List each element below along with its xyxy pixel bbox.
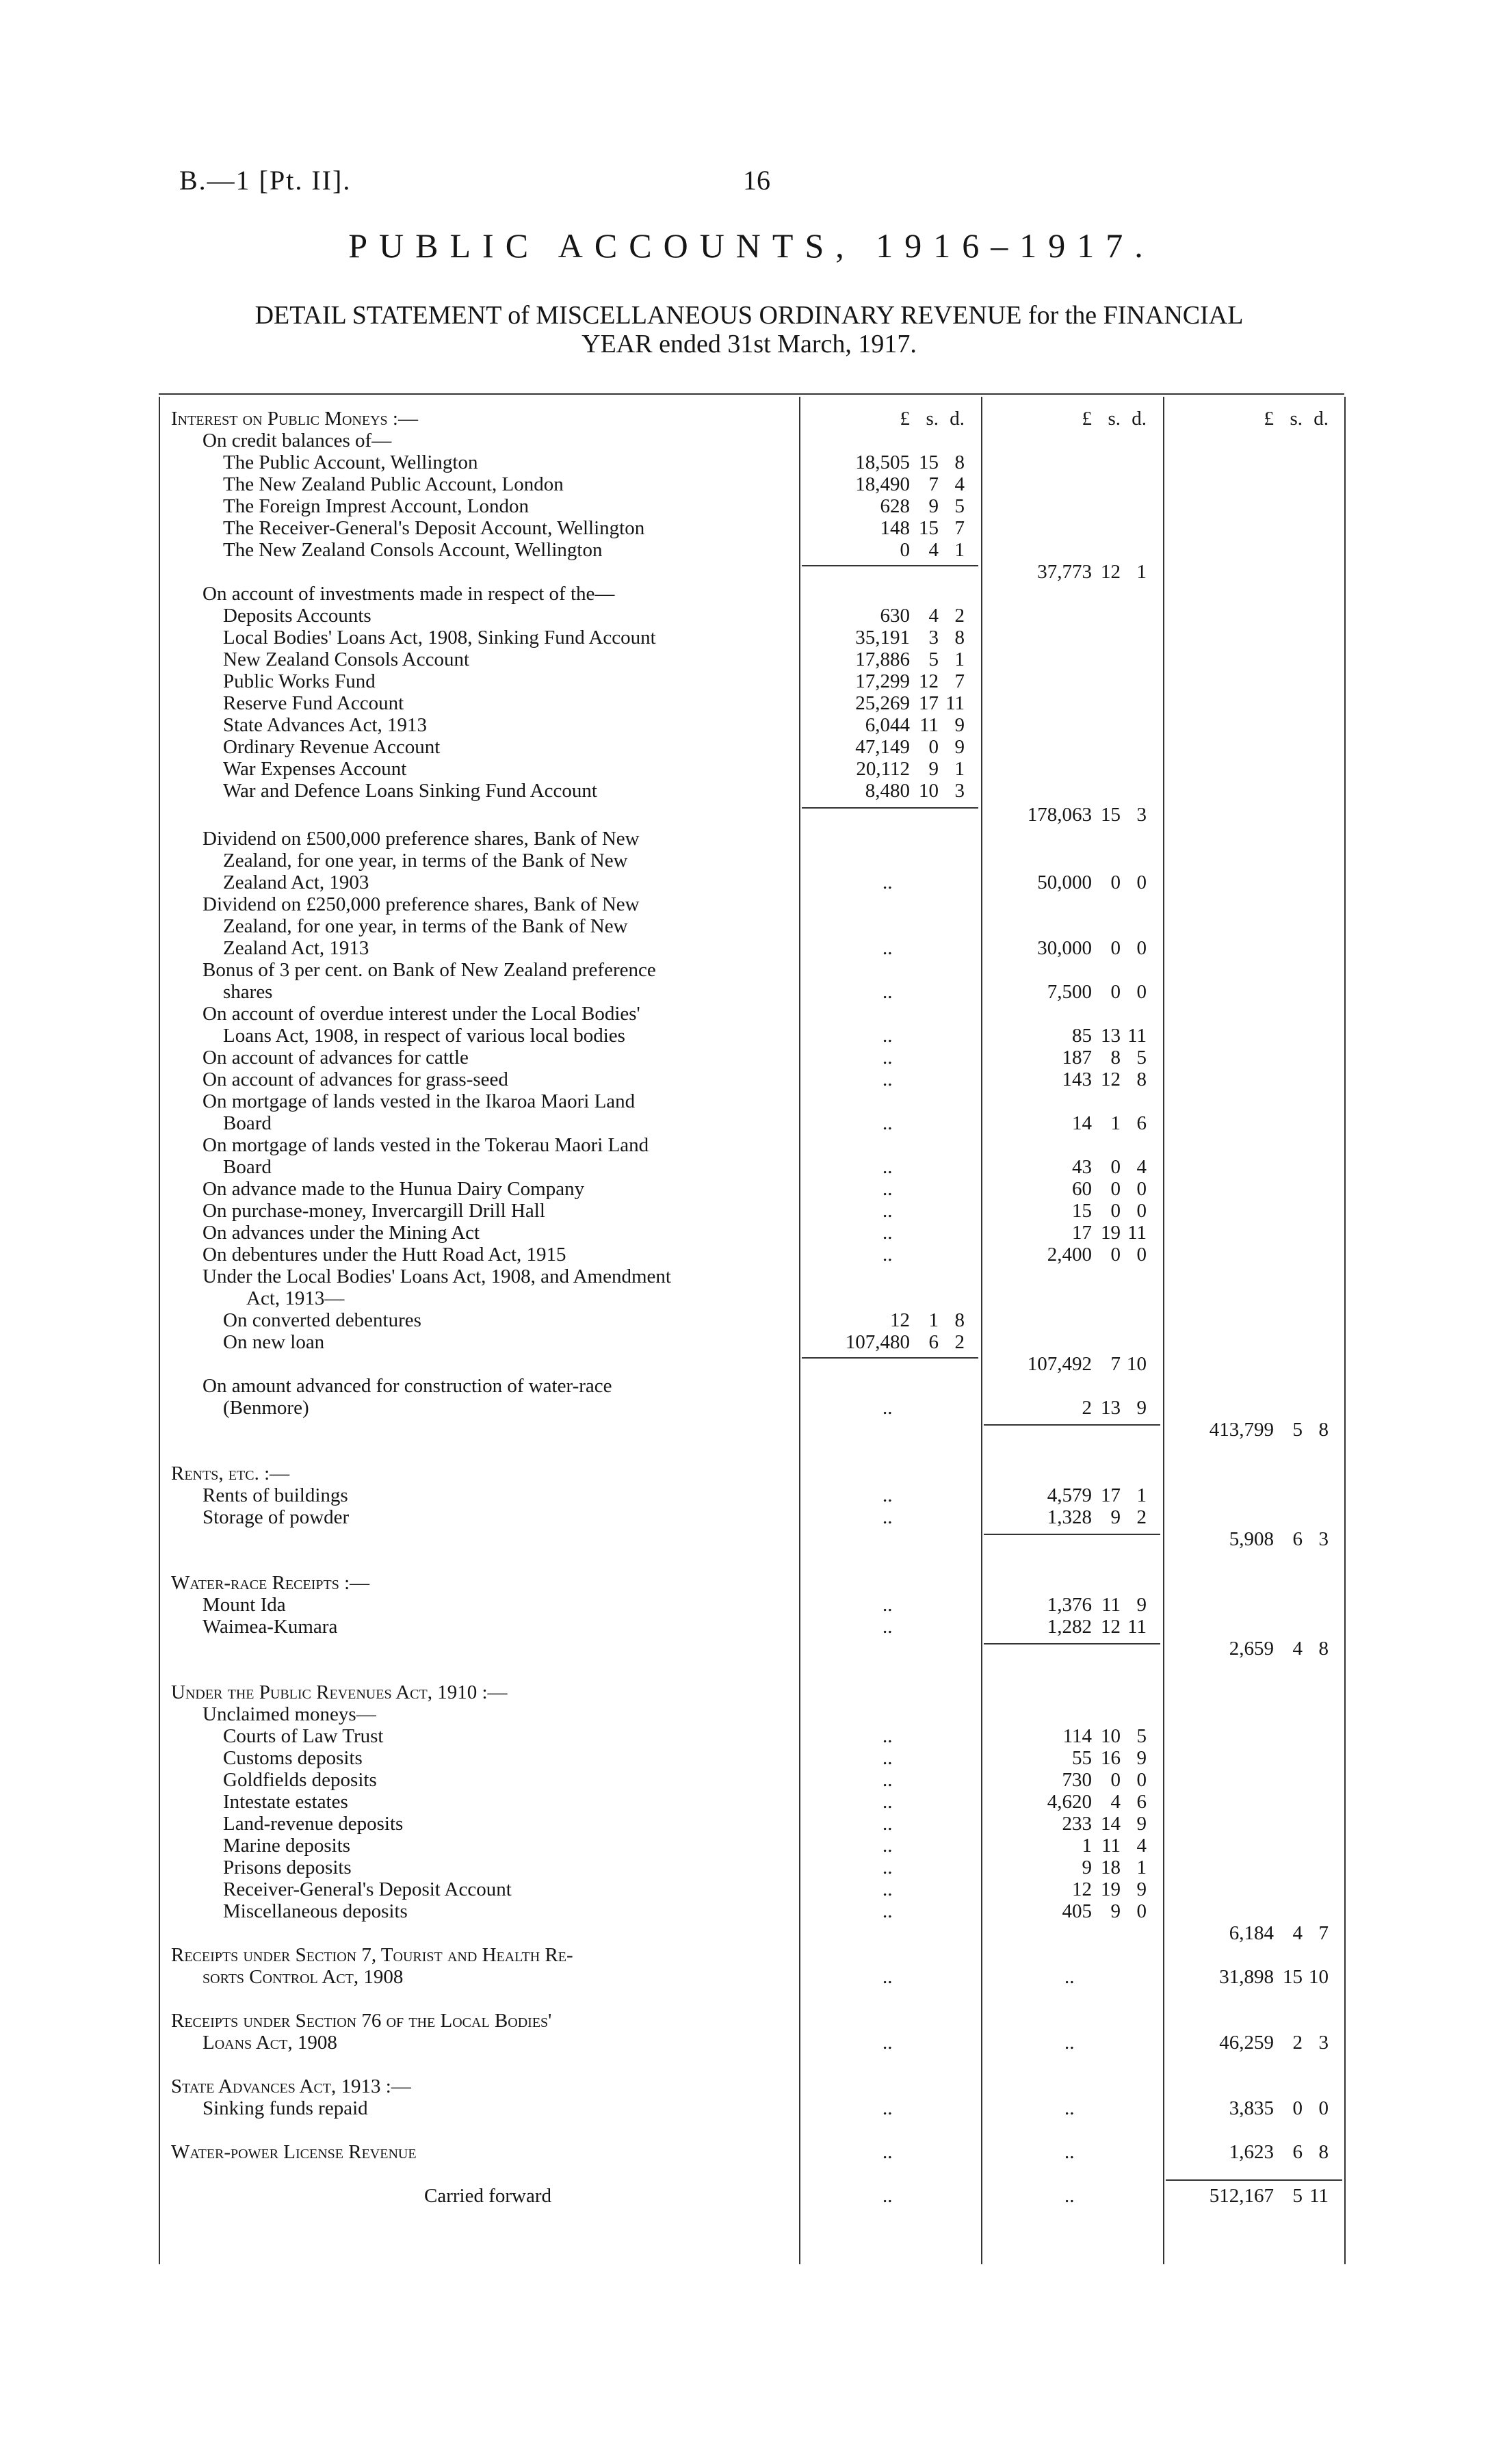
row-description: The New Zealand Consols Account, Wellington [223, 539, 603, 561]
amount-pence: 4 [1136, 1156, 1147, 1178]
amount-pence: 10 [1127, 1353, 1147, 1375]
amount-pounds: 178,063 [1027, 804, 1092, 826]
row-description: Marine deposits [223, 1835, 351, 1857]
empty-cell-leader: .. [883, 1025, 893, 1047]
amount-pounds: 233 [1062, 1813, 1092, 1835]
row-description: On account of investments made in respect of the— [202, 583, 615, 605]
amount-pounds: 35,191 [855, 627, 910, 648]
row-description: Goldfields deposits [223, 1769, 377, 1791]
amount-pence: 0 [1136, 871, 1147, 893]
row-description: (Benmore) [223, 1397, 309, 1419]
amount-pounds: 512,167 [1209, 2185, 1274, 2207]
empty-cell-leader: .. [883, 1747, 893, 1769]
amount-pence: 7 [954, 670, 965, 692]
amount-pounds: 17,886 [855, 648, 910, 670]
amount-shillings: 0 [1110, 1200, 1121, 1222]
amount-pence: 11 [1127, 1025, 1147, 1047]
amount-pounds: 47,149 [855, 736, 910, 758]
empty-cell-leader: .. [883, 1397, 893, 1419]
amount-pounds: 60 [1072, 1178, 1092, 1200]
amount-pence: 0 [1136, 1244, 1147, 1266]
amount-pence: 5 [1136, 1725, 1147, 1747]
empty-cell-leader: .. [1064, 2185, 1075, 2207]
empty-cell-leader: .. [883, 1791, 893, 1813]
amount-shillings: 19 [1101, 1222, 1121, 1244]
empty-cell-leader: .. [1064, 2032, 1075, 2054]
amount-pence: 3 [1136, 804, 1147, 826]
row-description: Storage of powder [202, 1506, 350, 1528]
amount-shillings: 17 [1101, 1484, 1121, 1506]
empty-cell-leader: .. [883, 1069, 893, 1090]
amount-shillings: 4 [1292, 1922, 1303, 1944]
row-description: Public Works Fund [223, 670, 376, 692]
amount-pounds: 413,799 [1209, 1419, 1274, 1441]
amount-shillings: 9 [1110, 1506, 1121, 1528]
empty-cell-leader: .. [883, 1966, 893, 1988]
amount-pounds: 15 [1072, 1200, 1092, 1222]
amount-shillings: 2 [1292, 2032, 1303, 2054]
amount-pence: 3 [1318, 2032, 1329, 2054]
amount-pounds: 18,505 [855, 451, 910, 473]
amount-shillings: 0 [1292, 2097, 1303, 2119]
empty-cell-leader: .. [883, 2032, 893, 2054]
amount-pence: 1 [954, 648, 965, 670]
amount-shillings: 6 [1292, 1528, 1303, 1550]
amount-shillings: 0 [1110, 871, 1121, 893]
col1-pence-heading: d. [950, 408, 965, 430]
row-description: Intestate estates [223, 1791, 348, 1813]
row-description: Ordinary Revenue Account [223, 736, 441, 758]
row-description: On mortgage of lands vested in the Ikaroa Maori Land [202, 1090, 636, 1112]
amount-shillings: 0 [1110, 1769, 1121, 1791]
amount-pounds: 4,579 [1047, 1484, 1092, 1506]
amount-pounds: 114 [1062, 1725, 1092, 1747]
amount-shillings: 13 [1101, 1397, 1121, 1419]
row-description: On advance made to the Hunua Dairy Company [202, 1178, 585, 1200]
amount-pence: 0 [1136, 1178, 1147, 1200]
amount-pence: 8 [954, 627, 965, 648]
row-description: State Advances Act, 1913 [223, 714, 428, 736]
row-description: On account of advances for cattle [202, 1047, 469, 1069]
amount-pence: 9 [954, 736, 965, 758]
empty-cell-leader: .. [883, 871, 893, 893]
subtotal-rule-investments [802, 807, 978, 809]
amount-shillings: 5 [928, 648, 939, 670]
total-rule-water-race [984, 1643, 1160, 1644]
amount-pounds: 107,480 [845, 1331, 910, 1353]
amount-pence: 0 [1318, 2097, 1329, 2119]
amount-pence: 9 [1136, 1594, 1147, 1616]
amount-shillings: 11 [919, 714, 939, 736]
row-description: Bonus of 3 per cent. on Bank of New Zealand preference [202, 959, 656, 981]
empty-cell-leader: .. [883, 1769, 893, 1791]
amount-shillings: 1 [928, 1309, 939, 1331]
empty-cell-leader: .. [883, 2097, 893, 2119]
amount-pence: 9 [1136, 1878, 1147, 1900]
row-description: Sinking funds repaid [202, 2097, 368, 2119]
row-description: Reserve Fund Account [223, 692, 404, 714]
amount-shillings: 0 [1110, 1178, 1121, 1200]
row-description: Zealand Act, 1903 [223, 871, 369, 893]
row-description: Act, 1913— [246, 1287, 345, 1309]
amount-pence: 1 [954, 539, 965, 561]
amount-pounds: 12 [890, 1309, 910, 1331]
amount-pence: 8 [1318, 1638, 1329, 1660]
amount-shillings: 13 [1101, 1025, 1121, 1047]
amount-shillings: 12 [1101, 1616, 1121, 1638]
row-description: On debentures under the Hutt Road Act, 1915 [202, 1244, 566, 1266]
amount-pounds: 187 [1062, 1047, 1092, 1069]
column-rule-2 [981, 397, 982, 2264]
amount-pounds: 6,184 [1229, 1922, 1274, 1944]
row-description: On credit balances of— [202, 430, 392, 451]
empty-cell-leader: .. [1064, 1966, 1075, 1988]
amount-pounds: 1 [1082, 1835, 1092, 1857]
amount-pounds: 30,000 [1037, 937, 1092, 959]
empty-cell-leader: .. [883, 1594, 893, 1616]
amount-shillings: 19 [1101, 1878, 1121, 1900]
empty-cell-leader: .. [883, 1200, 893, 1222]
amount-pence: 11 [1127, 1222, 1147, 1244]
row-description: Carried forward [424, 2185, 551, 2207]
row-description: Prisons deposits [223, 1857, 352, 1878]
amount-pence: 0 [1136, 1769, 1147, 1791]
amount-pounds: 405 [1062, 1900, 1092, 1922]
empty-cell-leader: .. [883, 1156, 893, 1178]
row-description: Interest on Public Moneys :— [171, 408, 418, 430]
row-description: On account of overdue interest under the Local Bodies' [202, 1003, 640, 1025]
row-description: Receiver-General's Deposit Account [223, 1878, 512, 1900]
empty-cell-leader: .. [883, 1222, 893, 1244]
amount-pounds: 630 [880, 605, 910, 627]
col3-pence-heading: d. [1314, 408, 1329, 430]
amount-pence: 2 [954, 605, 965, 627]
row-description: The Receiver-General's Deposit Account, Wellington [223, 517, 645, 539]
row-description: On purchase-money, Invercargill Drill Hall [202, 1200, 545, 1222]
empty-cell-leader: .. [883, 1244, 893, 1266]
amount-pounds: 2,659 [1229, 1638, 1274, 1660]
col3-shilling-heading: s. [1290, 408, 1303, 430]
row-description: The New Zealand Public Account, London [223, 473, 564, 495]
row-description: Receipts under Section 7, Tourist and Health Re- [171, 1944, 573, 1966]
table-top-rule [159, 393, 1344, 395]
row-description: Unclaimed moneys— [202, 1703, 376, 1725]
amount-pounds: 85 [1072, 1025, 1092, 1047]
column-rule-4 [1344, 397, 1346, 2264]
amount-shillings: 14 [1101, 1813, 1121, 1835]
amount-pounds: 1,328 [1047, 1506, 1092, 1528]
empty-cell-leader: .. [883, 937, 893, 959]
table-left-rule [159, 397, 160, 2264]
amount-shillings: 11 [1101, 1594, 1121, 1616]
amount-shillings: 6 [1292, 2141, 1303, 2163]
row-description: Loans Act, 1908, in respect of various local bodies [223, 1025, 625, 1047]
amount-pence: 0 [1136, 981, 1147, 1003]
amount-pounds: 6,044 [865, 714, 910, 736]
row-description: Board [223, 1156, 272, 1178]
document-reference: B.—1 [Pt. II]. [179, 165, 352, 196]
row-description: Deposits Accounts [223, 605, 371, 627]
amount-shillings: 17 [919, 692, 939, 714]
row-description: Rents, etc. :— [171, 1463, 290, 1484]
amount-pence: 0 [1136, 937, 1147, 959]
amount-pence: 4 [1136, 1835, 1147, 1857]
row-description: Dividend on £500,000 preference shares, Bank of New [202, 828, 640, 850]
amount-pounds: 17,299 [855, 670, 910, 692]
row-description: Under the Public Revenues Act, 1910 :— [171, 1681, 508, 1703]
col1-shilling-heading: s. [926, 408, 939, 430]
amount-pounds: 31,898 [1219, 1966, 1274, 1988]
row-description: Waimea-Kumara [202, 1616, 338, 1638]
amount-shillings: 8 [1110, 1047, 1121, 1069]
amount-pence: 9 [954, 714, 965, 736]
amount-pence: 1 [1136, 1484, 1147, 1506]
statement-subtitle [137, 301, 1361, 358]
amount-pounds: 17 [1072, 1222, 1092, 1244]
amount-shillings: 4 [928, 539, 939, 561]
row-description: Local Bodies' Loans Act, 1908, Sinking Fund Account [223, 627, 656, 648]
carried-forward-rule [1166, 2179, 1342, 2181]
amount-pounds: 12 [1072, 1878, 1092, 1900]
amount-shillings: 0 [928, 736, 939, 758]
page-number: 16 [743, 165, 770, 196]
amount-pounds: 1,376 [1047, 1594, 1092, 1616]
amount-pence: 8 [1318, 2141, 1329, 2163]
row-description: Mount Ida [202, 1594, 286, 1616]
empty-cell-leader: .. [883, 1484, 893, 1506]
amount-shillings: 0 [1110, 937, 1121, 959]
amount-pence: 1 [1136, 1857, 1147, 1878]
row-description: Dividend on £250,000 preference shares, Bank of New [202, 893, 640, 915]
amount-pence: 5 [1136, 1047, 1147, 1069]
amount-pence: 8 [1318, 1419, 1329, 1441]
row-description: On mortgage of lands vested in the Tokerau Maori Land [202, 1134, 649, 1156]
amount-shillings: 0 [1110, 1244, 1121, 1266]
amount-pounds: 37,773 [1037, 561, 1092, 583]
subtitle-line-1: DETAIL STATEMENT of MISCELLANEOUS ORDINARY REVENUE for the FINANCIAL [254, 301, 1244, 330]
amount-pence: 9 [1136, 1747, 1147, 1769]
amount-shillings: 9 [1110, 1900, 1121, 1922]
amount-pounds: 148 [880, 517, 910, 539]
row-description: New Zealand Consols Account [223, 648, 470, 670]
total-rule-rents [984, 1534, 1160, 1535]
empty-cell-leader: .. [883, 1112, 893, 1134]
amount-shillings: 15 [1283, 1966, 1303, 1988]
amount-pounds: 107,492 [1027, 1353, 1092, 1375]
amount-shillings: 10 [1101, 1725, 1121, 1747]
amount-pounds: 3,835 [1229, 2097, 1274, 2119]
empty-cell-leader: .. [1064, 2141, 1075, 2163]
amount-pounds: 143 [1062, 1069, 1092, 1090]
amount-shillings: 6 [928, 1331, 939, 1353]
amount-pence: 2 [1136, 1506, 1147, 1528]
amount-pounds: 8,480 [865, 780, 910, 802]
amount-shillings: 12 [1101, 1069, 1121, 1090]
row-description: sorts Control Act, 1908 [202, 1966, 404, 1988]
empty-cell-leader: .. [1064, 2097, 1075, 2119]
amount-pounds: 55 [1072, 1747, 1092, 1769]
amount-pounds: 50,000 [1037, 871, 1092, 893]
amount-pence: 6 [1136, 1112, 1147, 1134]
row-description: The Foreign Imprest Account, London [223, 495, 529, 517]
amount-pounds: 14 [1072, 1112, 1092, 1134]
amount-pounds: 5,908 [1229, 1528, 1274, 1550]
col2-shilling-heading: s. [1108, 408, 1121, 430]
amount-pounds: 2,400 [1047, 1244, 1092, 1266]
amount-shillings: 0 [1110, 981, 1121, 1003]
row-description: Customs deposits [223, 1747, 363, 1769]
amount-pounds: 4,620 [1047, 1791, 1092, 1813]
amount-shillings: 15 [919, 451, 939, 473]
empty-cell-leader: .. [883, 1506, 893, 1528]
row-description: Receipts under Section 76 of the Local Bodies' [171, 2010, 552, 2032]
row-description: Rents of buildings [202, 1484, 348, 1506]
col1-pound-heading: £ [900, 408, 910, 430]
amount-pence: 11 [1127, 1616, 1147, 1638]
row-description: Loans Act, 1908 [202, 2032, 337, 2054]
amount-pence: 1 [1136, 561, 1147, 583]
amount-shillings: 16 [1101, 1747, 1121, 1769]
row-description: Board [223, 1112, 272, 1134]
amount-shillings: 15 [1101, 804, 1121, 826]
empty-cell-leader: .. [883, 1725, 893, 1747]
empty-cell-leader: .. [883, 1835, 893, 1857]
row-description: War Expenses Account [223, 758, 407, 780]
row-description: On account of advances for grass-seed [202, 1069, 508, 1090]
amount-shillings: 7 [1110, 1353, 1121, 1375]
amount-pounds: 9 [1082, 1857, 1092, 1878]
row-description: Zealand, for one year, in terms of the Bank of New [223, 850, 628, 871]
row-description: On new loan [223, 1331, 325, 1353]
amount-pence: 11 [1309, 2185, 1329, 2207]
empty-cell-leader: .. [883, 1178, 893, 1200]
row-description: On converted debentures [223, 1309, 421, 1331]
row-description: Zealand Act, 1913 [223, 937, 369, 959]
row-description: The Public Account, Wellington [223, 451, 478, 473]
empty-cell-leader: .. [883, 2141, 893, 2163]
amount-pence: 0 [1136, 1900, 1147, 1922]
total-rule-interest [984, 1424, 1160, 1426]
row-description: Land-revenue deposits [223, 1813, 404, 1835]
empty-cell-leader: .. [883, 1878, 893, 1900]
amount-pence: 8 [954, 1309, 965, 1331]
amount-shillings: 9 [928, 495, 939, 517]
subtitle-line-2: YEAR ended 31st March, 1917. [581, 330, 917, 358]
row-description: Under the Local Bodies' Loans Act, 1908, and Amendment [202, 1266, 671, 1287]
amount-shillings: 15 [919, 517, 939, 539]
row-description: Miscellaneous deposits [223, 1900, 408, 1922]
amount-shillings: 4 [928, 605, 939, 627]
empty-cell-leader: .. [883, 1900, 893, 1922]
col2-pound-heading: £ [1082, 408, 1092, 430]
amount-pounds: 0 [900, 539, 910, 561]
row-description: Zealand, for one year, in terms of the Bank of New [223, 915, 628, 937]
amount-pounds: 730 [1062, 1769, 1092, 1791]
row-description: War and Defence Loans Sinking Fund Account [223, 780, 597, 802]
amount-pence: 9 [1136, 1813, 1147, 1835]
row-description: On advances under the Mining Act [202, 1222, 480, 1244]
column-rule-3 [1163, 397, 1164, 2264]
amount-pence: 0 [1136, 1200, 1147, 1222]
amount-pence: 6 [1136, 1791, 1147, 1813]
amount-shillings: 0 [1110, 1156, 1121, 1178]
amount-pounds: 1,623 [1229, 2141, 1274, 2163]
amount-pounds: 1,282 [1047, 1616, 1092, 1638]
empty-cell-leader: .. [883, 1857, 893, 1878]
amount-pence: 7 [1318, 1922, 1329, 1944]
amount-pounds: 18,490 [855, 473, 910, 495]
row-description: Courts of Law Trust [223, 1725, 384, 1747]
empty-cell-leader: .. [883, 1616, 893, 1638]
amount-shillings: 18 [1101, 1857, 1121, 1878]
row-description: shares [223, 981, 273, 1003]
amount-shillings: 12 [919, 670, 939, 692]
empty-cell-leader: .. [883, 981, 893, 1003]
amount-pounds: 25,269 [855, 692, 910, 714]
row-description: On amount advanced for construction of water-race [202, 1375, 612, 1397]
amount-shillings: 12 [1101, 561, 1121, 583]
column-rule-1 [799, 397, 800, 2264]
amount-pence: 1 [954, 758, 965, 780]
page-title: PUBLIC ACCOUNTS, 1916–1917. [348, 226, 1155, 265]
empty-cell-leader: .. [883, 2185, 893, 2207]
amount-shillings: 4 [1292, 1638, 1303, 1660]
amount-pence: 7 [954, 517, 965, 539]
row-description: State Advances Act, 1913 :— [171, 2075, 411, 2097]
amount-shillings: 5 [1292, 1419, 1303, 1441]
amount-pence: 9 [1136, 1397, 1147, 1419]
amount-pence: 8 [954, 451, 965, 473]
amount-pence: 4 [954, 473, 965, 495]
row-description: Water-race Receipts :— [171, 1572, 370, 1594]
subtotal-rule-local-bodies [802, 1357, 978, 1359]
amount-pounds: 46,259 [1219, 2032, 1274, 2054]
amount-pounds: 2 [1082, 1397, 1092, 1419]
col2-pence-heading: d. [1132, 408, 1147, 430]
empty-cell-leader: .. [883, 1813, 893, 1835]
col3-pound-heading: £ [1264, 408, 1274, 430]
empty-cell-leader: .. [883, 1047, 893, 1069]
amount-shillings: 5 [1292, 2185, 1303, 2207]
amount-pence: 5 [954, 495, 965, 517]
amount-pounds: 628 [880, 495, 910, 517]
amount-pounds: 43 [1072, 1156, 1092, 1178]
amount-shillings: 1 [1110, 1112, 1121, 1134]
amount-pounds: 7,500 [1047, 981, 1092, 1003]
subtotal-rule-interest-credit [802, 565, 978, 566]
amount-shillings: 3 [928, 627, 939, 648]
amount-shillings: 11 [1101, 1835, 1121, 1857]
row-description: Water-power License Revenue [171, 2141, 417, 2163]
amount-shillings: 4 [1110, 1791, 1121, 1813]
amount-shillings: 9 [928, 758, 939, 780]
amount-pence: 3 [954, 780, 965, 802]
amount-pence: 2 [954, 1331, 965, 1353]
amount-pence: 3 [1318, 1528, 1329, 1550]
amount-shillings: 10 [919, 780, 939, 802]
amount-pence: 8 [1136, 1069, 1147, 1090]
amount-pounds: 20,112 [856, 758, 910, 780]
amount-pence: 10 [1309, 1966, 1329, 1988]
amount-shillings: 7 [928, 473, 939, 495]
amount-pence: 11 [945, 692, 965, 714]
